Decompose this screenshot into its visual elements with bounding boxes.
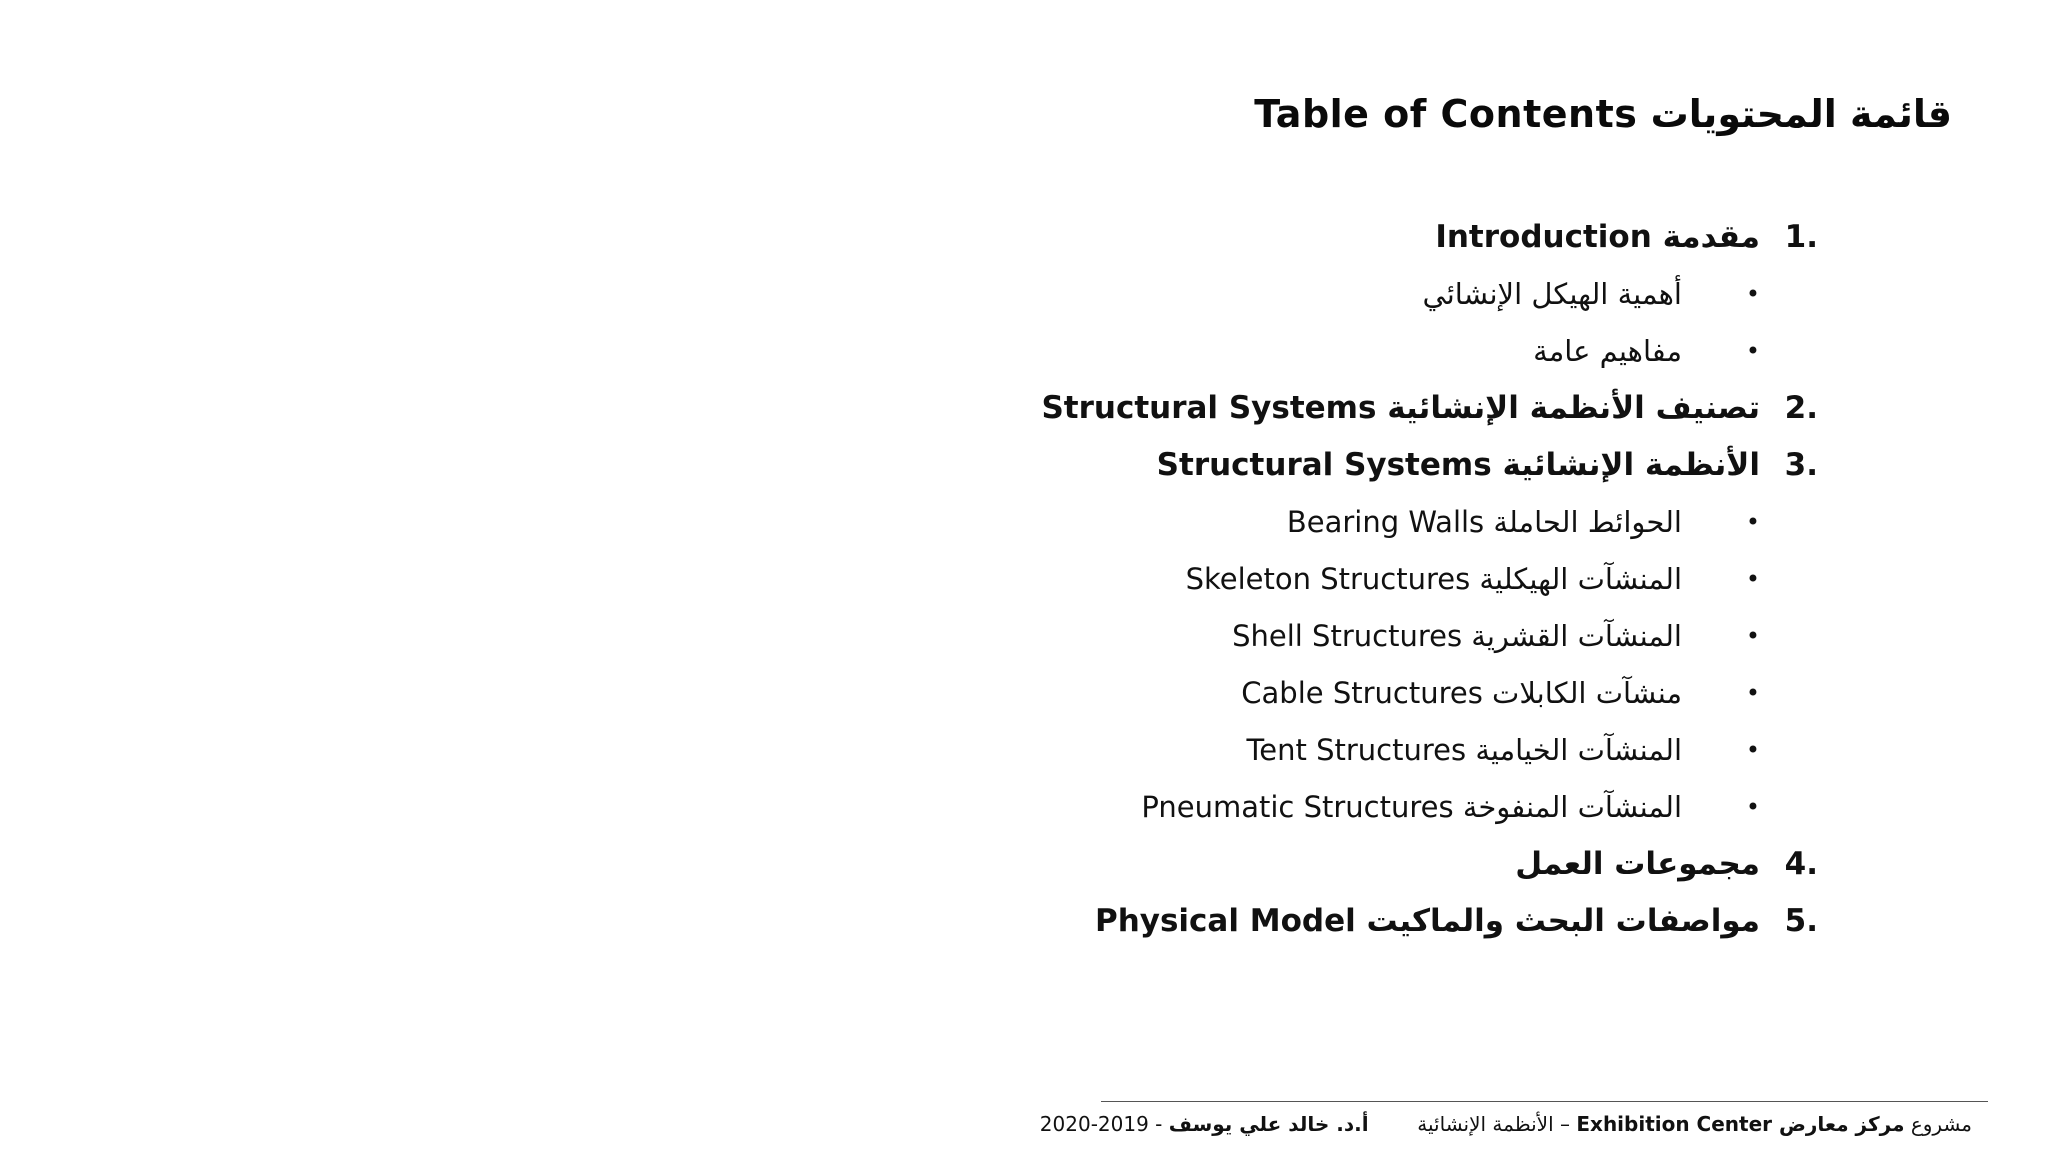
toc-item-number: 5. <box>1784 903 1818 939</box>
toc-subitem-label: المنشآت القشرية Shell Structures <box>1232 619 1682 653</box>
toc-item-label: مواصفات البحث والماكيت Physical Model <box>1094 903 1760 939</box>
toc-item-number: 4. <box>1784 846 1818 882</box>
footer-author: أ.د. خالد علي يوسف <box>1168 1112 1369 1136</box>
bullet-icon: • <box>1745 280 1760 308</box>
table-of-contents <box>1041 212 1818 953</box>
toc-item-number: 1. <box>1784 219 1818 255</box>
bullet-icon: • <box>1745 337 1760 365</box>
toc-subitem-label: منشآت الكابلات Cable Structures <box>1241 676 1682 710</box>
page-title: قائمة المحتويات Table of Contents <box>1254 92 1952 136</box>
toc-subitem-label: المنشآت الخيامية Tent Structures <box>1246 733 1682 767</box>
toc-subitem-label: مفاهيم عامة <box>1533 334 1682 368</box>
footer-year: - 2019-2020 <box>1039 1112 1163 1136</box>
bullet-icon: • <box>1745 736 1760 764</box>
bullet-icon: • <box>1745 565 1760 593</box>
toc-subitem-shell-structures[interactable] <box>1041 611 1760 668</box>
footer-divider <box>1101 1101 1988 1102</box>
toc-item-introduction[interactable] <box>1041 212 1818 269</box>
bullet-icon: • <box>1745 622 1760 650</box>
footer-project-name: مركز معارض Exhibition Center <box>1576 1112 1905 1136</box>
toc-item-work-groups[interactable] <box>1041 839 1818 896</box>
toc-subitem-cable-structures[interactable] <box>1041 668 1760 725</box>
footer-project-prefix: مشروع <box>1910 1112 1972 1136</box>
toc-item-structural-systems[interactable] <box>1041 440 1818 497</box>
toc-item-label: مجموعات العمل <box>1515 846 1760 882</box>
bullet-icon: • <box>1745 508 1760 536</box>
footer-dash: – <box>1560 1112 1571 1136</box>
toc-subitem-general-concepts[interactable] <box>1041 326 1760 383</box>
toc-item-label: مقدمة Introduction <box>1435 219 1760 255</box>
toc-item-label: الأنظمة الإنشائية Structural Systems <box>1156 447 1760 483</box>
toc-subitem-tent-structures[interactable] <box>1041 725 1760 782</box>
toc-subitem-structure-importance[interactable] <box>1041 269 1760 326</box>
toc-subitem-skeleton-structures[interactable] <box>1041 554 1760 611</box>
toc-item-number: 2. <box>1784 390 1818 426</box>
footer-subject: الأنظمة الإنشائية <box>1417 1112 1554 1136</box>
toc-subitem-pneumatic-structures[interactable] <box>1041 782 1760 839</box>
toc-subitem-label: المنشآت المنفوخة Pneumatic Structures <box>1141 790 1682 824</box>
toc-subitem-label: أهمية الهيكل الإنشائي <box>1422 277 1682 311</box>
bullet-icon: • <box>1745 793 1760 821</box>
footer <box>1040 1108 1972 1140</box>
toc-item-physical-model[interactable] <box>1041 896 1818 953</box>
toc-subitem-label: المنشآت الهيكلية Skeleton Structures <box>1185 562 1682 596</box>
toc-item-label: تصنيف الأنظمة الإنشائية Structural Systems <box>1041 390 1760 426</box>
bullet-icon: • <box>1745 679 1760 707</box>
toc-item-number: 3. <box>1784 447 1818 483</box>
toc-subitem-label: الحوائط الحاملة Bearing Walls <box>1286 505 1682 539</box>
toc-subitem-bearing-walls[interactable] <box>1041 497 1760 554</box>
toc-item-systems-classification[interactable] <box>1041 383 1818 440</box>
